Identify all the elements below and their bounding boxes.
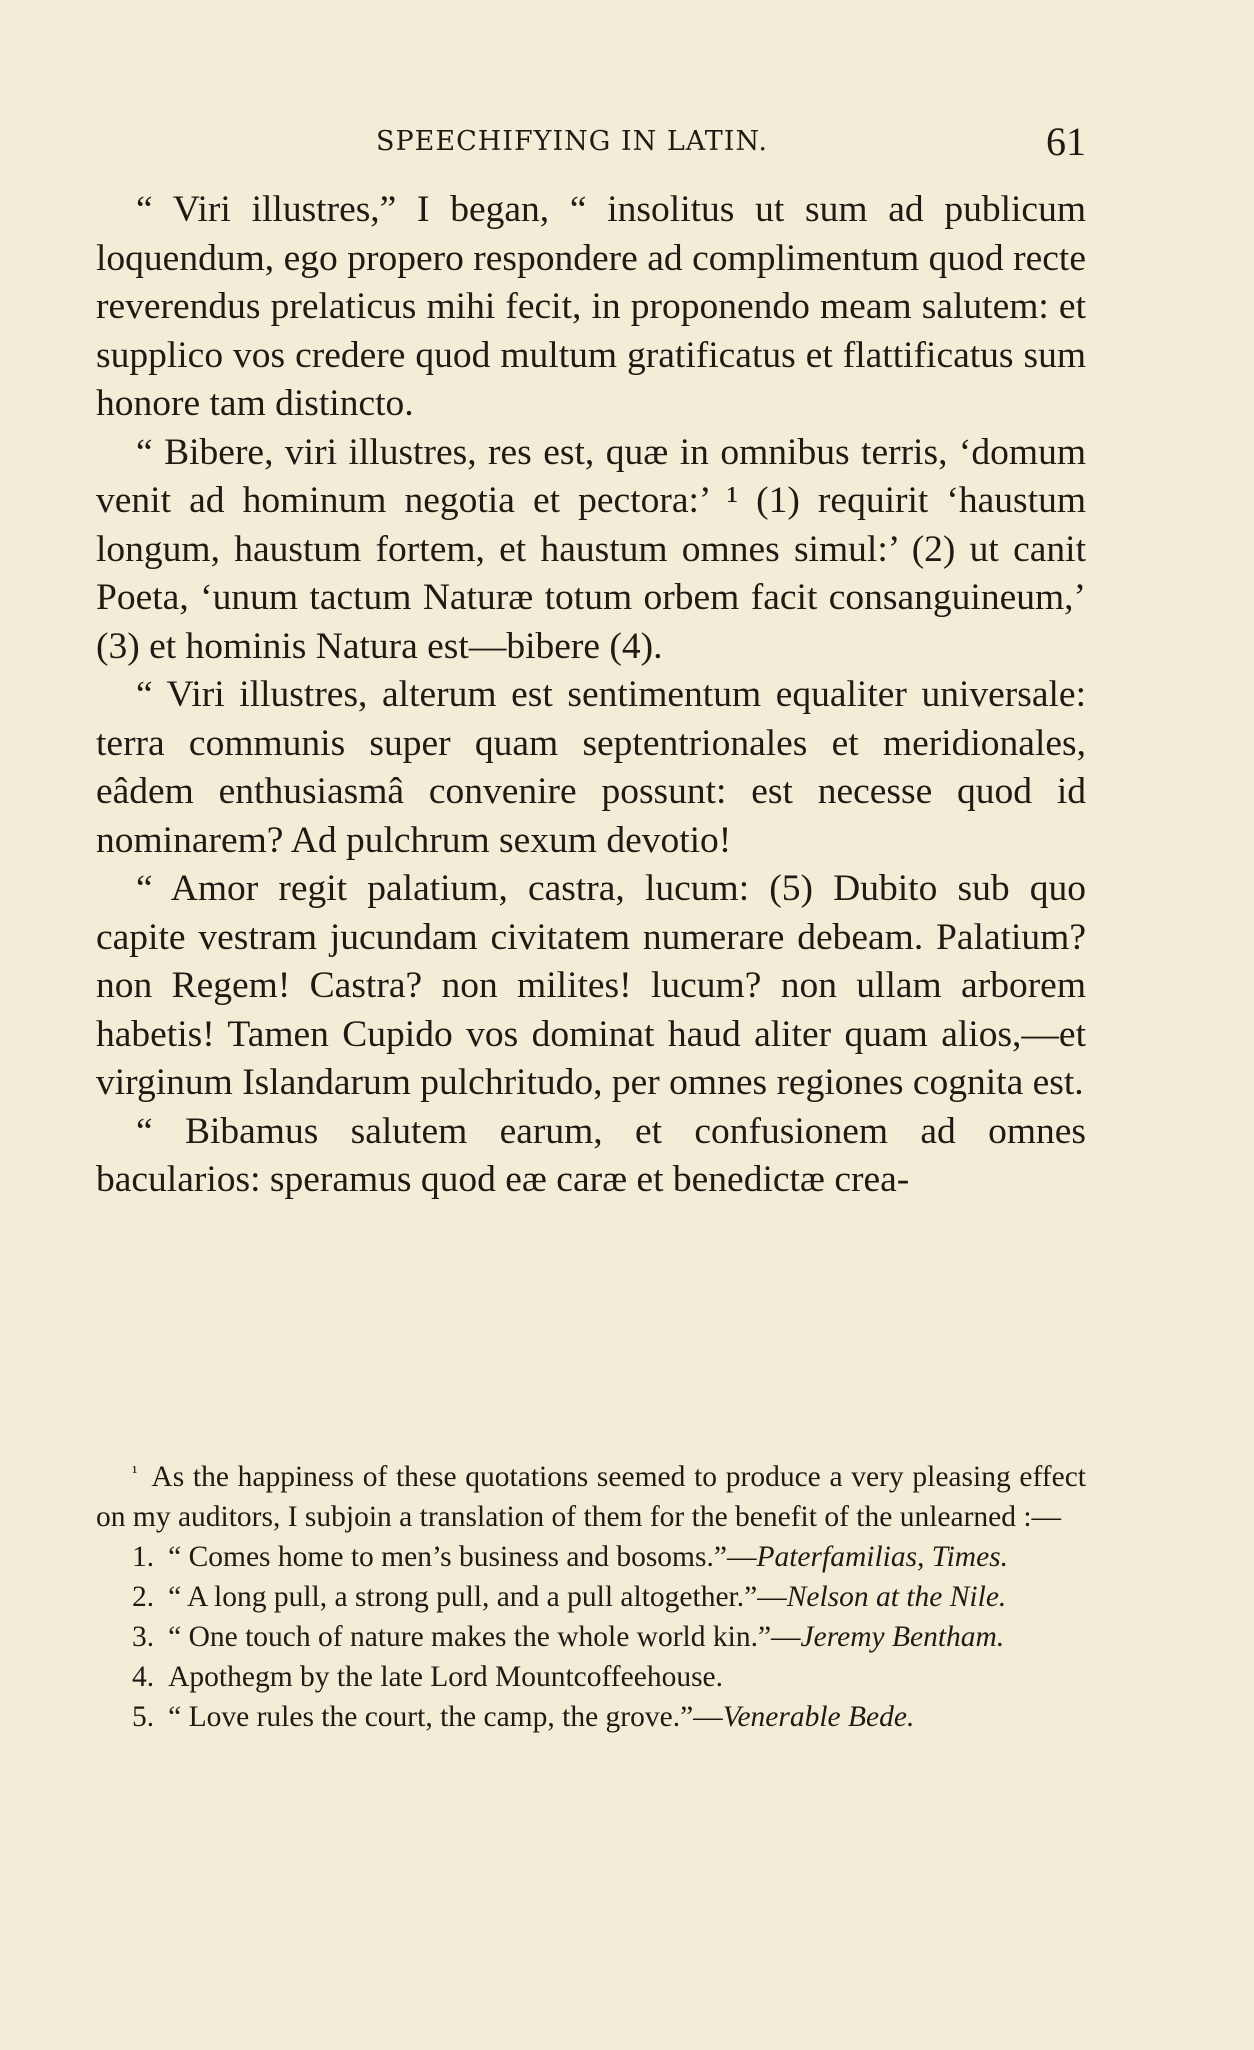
footnote-text: Apothegm by the late Lord Mountcoffeehouse. xyxy=(168,1661,724,1693)
page-header xyxy=(96,118,1086,166)
footnote-item xyxy=(96,1577,1086,1617)
footnote-text: “ A long pull, a strong pull, and a pull altogether.”— xyxy=(168,1581,787,1613)
paragraph: “ Bibere, viri illustres, res est, quæ in omnibus terris, ‘domum venit ad hominum negotia et pectora:’ ¹ (1) requirit ‘haustum longum, haustum fortem, et haustum omnes simul:’ (2) ut canit Poeta, ‘unum tactum Naturæ totum orbem facit consanguineum,’ (3) et hominis Natura est—bibere (4). xyxy=(96,431,1086,667)
footnote-number: 4. xyxy=(132,1661,155,1693)
footnote-item xyxy=(96,1697,1086,1737)
running-title: SPEECHIFYING IN LATIN. xyxy=(376,126,768,157)
main-text xyxy=(96,186,1086,1205)
footnotes xyxy=(96,1452,1086,1737)
paragraph: “ Viri illustres, alterum est sentimentum equaliter universale: terra communis super quam septentrionales et meridionales, eâdem enthusiasmâ convenire possunt: est necesse quod id nominarem? Ad pulchrum sexum devotio! xyxy=(96,674,1086,861)
footnote-number: 1. xyxy=(132,1541,155,1573)
footnote-text: “ Comes home to men’s business and bosoms.”— xyxy=(168,1541,757,1573)
footnote-text: “ One touch of nature makes the whole world kin.”— xyxy=(168,1621,801,1653)
footnote-source: Venerable Bede. xyxy=(722,1701,915,1733)
footnote-source: Paterfamilias, Times. xyxy=(756,1541,1009,1573)
footnote-mark: ¹ xyxy=(132,1462,138,1482)
footnote-number: 5. xyxy=(132,1701,155,1733)
footnote-item xyxy=(96,1537,1086,1577)
footnote-source: Nelson at the Nile. xyxy=(786,1581,1007,1613)
paragraph: “ Viri illustres,” I began, “ insolitus ut sum ad publicum loquendum, ego propero respondere ad complimentum quod recte reverendus prelaticus mihi fecit, in proponendo meam salutem: et supplico vos credere quod multum gratificatus et flattificatus sum honore tam distincto. xyxy=(96,189,1086,424)
footnote-intro-text: As the happiness of these quotations seemed to produce a very pleasing effect on my auditors, I subjoin a translation of them for the benefit of the unlearned :— xyxy=(96,1461,1086,1533)
footnote-item xyxy=(96,1657,1086,1697)
footnote-text: “ Love rules the court, the camp, the grove.”— xyxy=(168,1701,723,1733)
footnote-source: Jeremy Bentham. xyxy=(800,1621,1005,1653)
paragraph: “ Amor regit palatium, castra, lucum: (5) Dubito sub quo capite vestram jucundam civitatem numerare debeam. Palatium? non Regem! Castra? non milites! lucum? non ullam arborem habetis! Tamen Cupido vos dominat haud aliter quam alios,—et virginum Islandarum pulchritudo, per omnes regiones cognita est. xyxy=(96,868,1086,1103)
paragraph: “ Bibamus salutem earum, et confusionem ad omnes bacularios: speramus quod eæ caræ et benedictæ crea- xyxy=(96,1110,1086,1200)
page-number: 61 xyxy=(1046,119,1086,164)
footnote-number: 2. xyxy=(132,1581,155,1613)
footnote-intro xyxy=(96,1452,1086,1537)
footnote-item xyxy=(96,1617,1086,1657)
footnote-number: 3. xyxy=(132,1621,155,1653)
